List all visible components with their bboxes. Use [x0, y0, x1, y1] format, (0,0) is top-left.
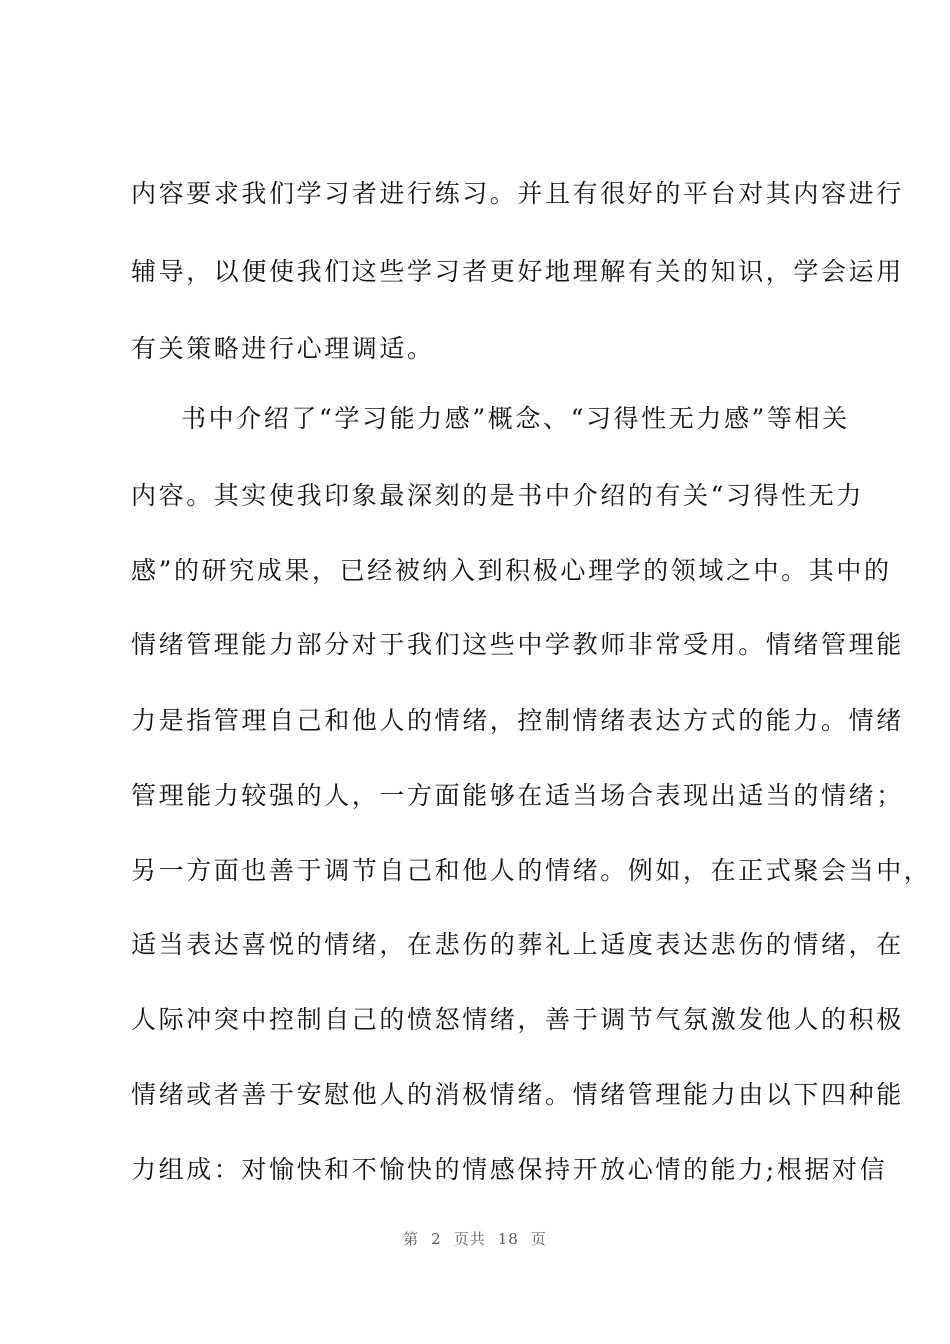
text-line-11: 适当表达喜悦的情绪，在悲伤的葬礼上适度表达悲伤的情绪，在	[131, 930, 904, 959]
text-line-7: 情绪管理能力部分对于我们这些中学教师非常受用。情绪管理能	[131, 630, 904, 659]
text-line-6: 感”的研究成果，已经被纳入到积极心理学的领域之中。其中的	[131, 556, 892, 585]
text-line-10: 另一方面也善于调节自己和他人的情绪。例如，在正式聚会当中，	[131, 856, 932, 885]
text-line-1: 内容要求我们学习者进行练习。并且有很好的平台对其内容进行	[131, 179, 904, 208]
page-footer	[0, 1228, 950, 1249]
text-line-8: 力是指管理自己和他人的情绪，控制情绪表达方式的能力。情绪	[131, 706, 904, 735]
page-label-mid: 页共	[453, 1230, 486, 1248]
text-line-14: 力组成：对愉快和不愉快的情感保持开放心情的能力;根据对信	[131, 1155, 888, 1184]
text-line-13: 情绪或者善于安慰他人的消极情绪。情绪管理能力由以下四种能	[131, 1080, 904, 1109]
text-line-3: 有关策略进行心理调适。	[131, 334, 435, 363]
page-label-suffix: 页	[530, 1230, 547, 1248]
text-line-5: 内容。其实使我印象最深刻的是书中介绍的有关“习得性无力	[131, 481, 864, 510]
text-line-2: 辅导，以便使我们这些学习者更好地理解有关的知识，学会运用	[131, 257, 904, 286]
text-line-4-paragraph-start: 书中介绍了“学习能力感”概念、“习得性无力感”等相关	[181, 404, 850, 433]
text-line-12: 人际冲突中控制自己的愤怒情绪，善于调节气氛激发他人的积极	[131, 1005, 904, 1034]
text-line-9: 管理能力较强的人，一方面能够在适当场合表现出适当的情绪；	[131, 781, 904, 810]
page-label-prefix: 第	[403, 1230, 420, 1248]
current-page-number: 2	[431, 1230, 442, 1248]
total-page-count: 18	[497, 1230, 519, 1248]
